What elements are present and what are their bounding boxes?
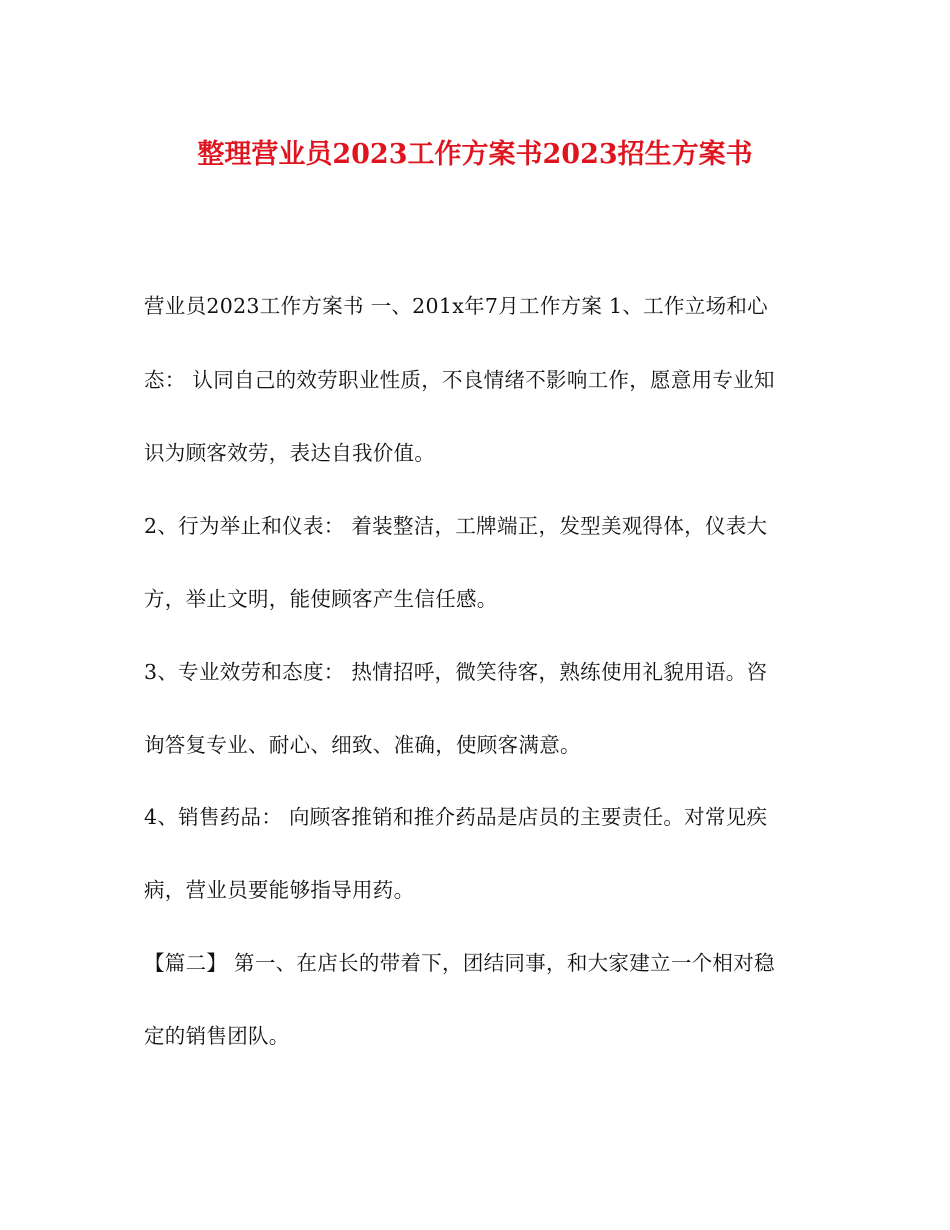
body-line-9: 病，营业员要能够指导用药。 (144, 878, 415, 902)
body-line-3: 识为顾客效劳，表达自我价值。 (144, 441, 436, 465)
body-line-10: 【篇二】 第一、在店长的带着下，团结同事，和大家建立一个相对稳 (144, 951, 775, 975)
body-line-4: 2、行为举止和仪表： 着装整洁，工牌端正，发型美观得体，仪表大 (144, 514, 768, 538)
document-title: 整理营业员2023工作方案书2023招生方案书 (197, 139, 753, 170)
body-line-2: 态： 认同自己的效劳职业性质，不良情绪不影响工作，愿意用专业知 (144, 368, 775, 392)
body-line-6: 3、专业效劳和态度： 热情招呼，微笑待客，熟练使用礼貌用语。咨 (144, 660, 768, 684)
body-line-5: 方，举止文明，能使顾客产生信任感。 (144, 587, 498, 611)
body-line-8: 4、销售药品： 向顾客推销和推介药品是店员的主要责任。对常见疾 (144, 805, 768, 829)
body-line-1: 营业员2023工作方案书 一、201x年7月工作方案 1、工作立场和心 (144, 294, 768, 318)
body-line-7: 询答复专业、耐心、细致、准确，使顾客满意。 (144, 733, 581, 757)
body-line-11: 定的销售团队。 (144, 1024, 290, 1048)
